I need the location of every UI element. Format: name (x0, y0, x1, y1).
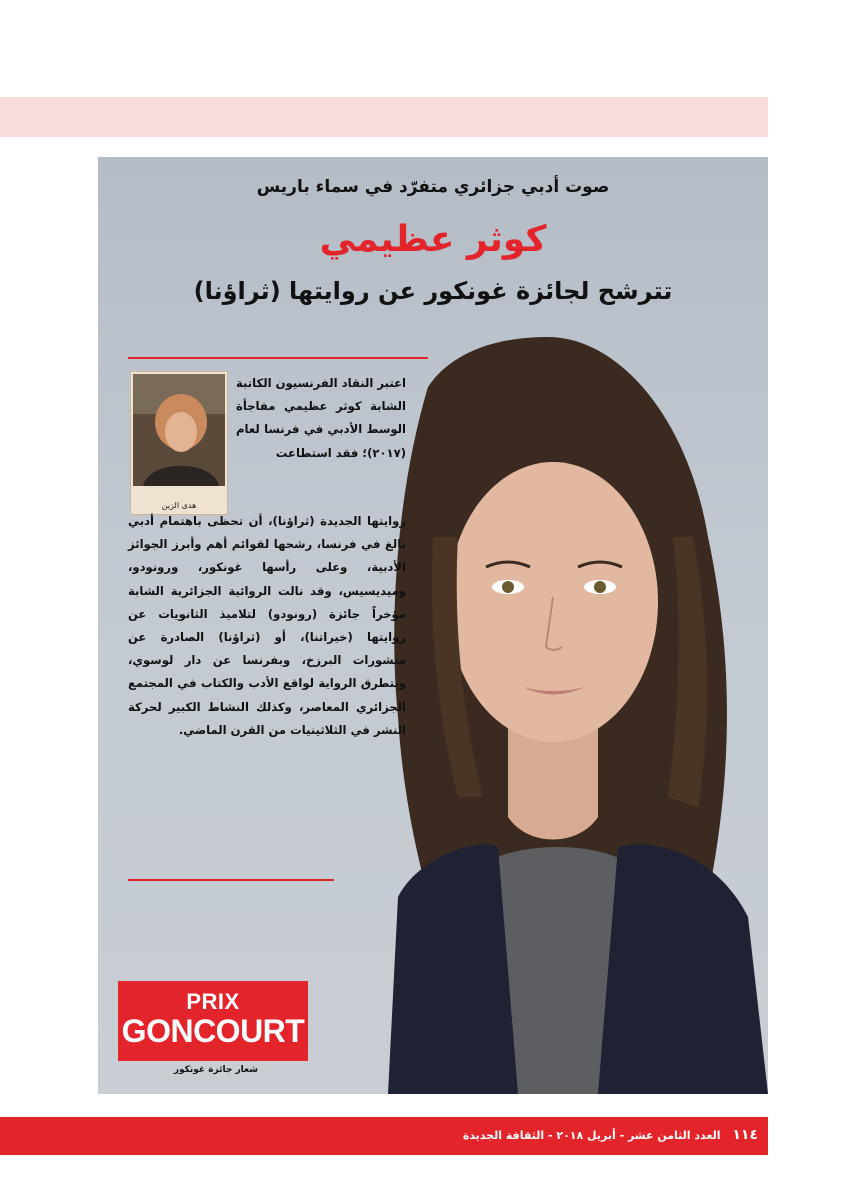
logo-line-prix: PRIX (186, 989, 240, 1014)
author-caption: هدى الزين (161, 501, 197, 510)
folio (463, 1127, 758, 1143)
author-inset (130, 371, 228, 515)
logo-line-goncourt: GONCOURT (121, 1013, 305, 1049)
page-number: ١١٤ (732, 1127, 758, 1143)
author-photo (133, 374, 225, 486)
article-panel (98, 157, 768, 1094)
article-subtitle: تترشح لجائزة غونكور عن روايتها (ثراؤنا) (193, 277, 673, 305)
article-title-name: كوثر عظيمي (319, 219, 547, 260)
article-kicker: صوت أدبي جزائري متفرّد في سماء باريس (256, 177, 610, 197)
page-footer (0, 1117, 768, 1155)
goncourt-logo (118, 981, 308, 1061)
top-band (0, 97, 768, 137)
bottom-rule (128, 879, 334, 881)
top-rule (128, 357, 428, 359)
article-body-text: روايتها الجديدة (ثراؤنا)، أن تحظى باهتمام أدبي بالغ في فرنسا، رشحها لقوائم أهم وأبرز الجوائز الأدبية، وعلى رأسها غونكور، ورونودو، وميديسيس، وقد نالت الروائية الجزائرية الشابة مؤخراً جائزة (رونودو) لتلاميذ الثانويات عن روايتها (خيراتنا)، أو (ثراؤنا) الصادرة عن منشورات البرزخ، وبفرنسا عن دار لوسوي، وتتطرق الرواية لواقع الأدب والكتاب في المجتمع الجزائري المعاصر، وكذلك النشاط الكبير لحركة النشر في الثلاثينيات من القرن الماضي. (128, 514, 406, 737)
article-intro-text: اعتبر النقاد الفرنسيون الكاتبة الشابة كوثر عظيمي مفاجأة الوسط الأدبي في فرنسا لعام (٢٠١٧)؛ فقد استطاعت (236, 376, 406, 460)
issue-info: العدد الثامن عشر - أبريل ٢٠١٨ - الثقافة الجديدة (462, 1129, 721, 1142)
logo-caption: شعار جائزة غونكور (173, 1065, 258, 1075)
